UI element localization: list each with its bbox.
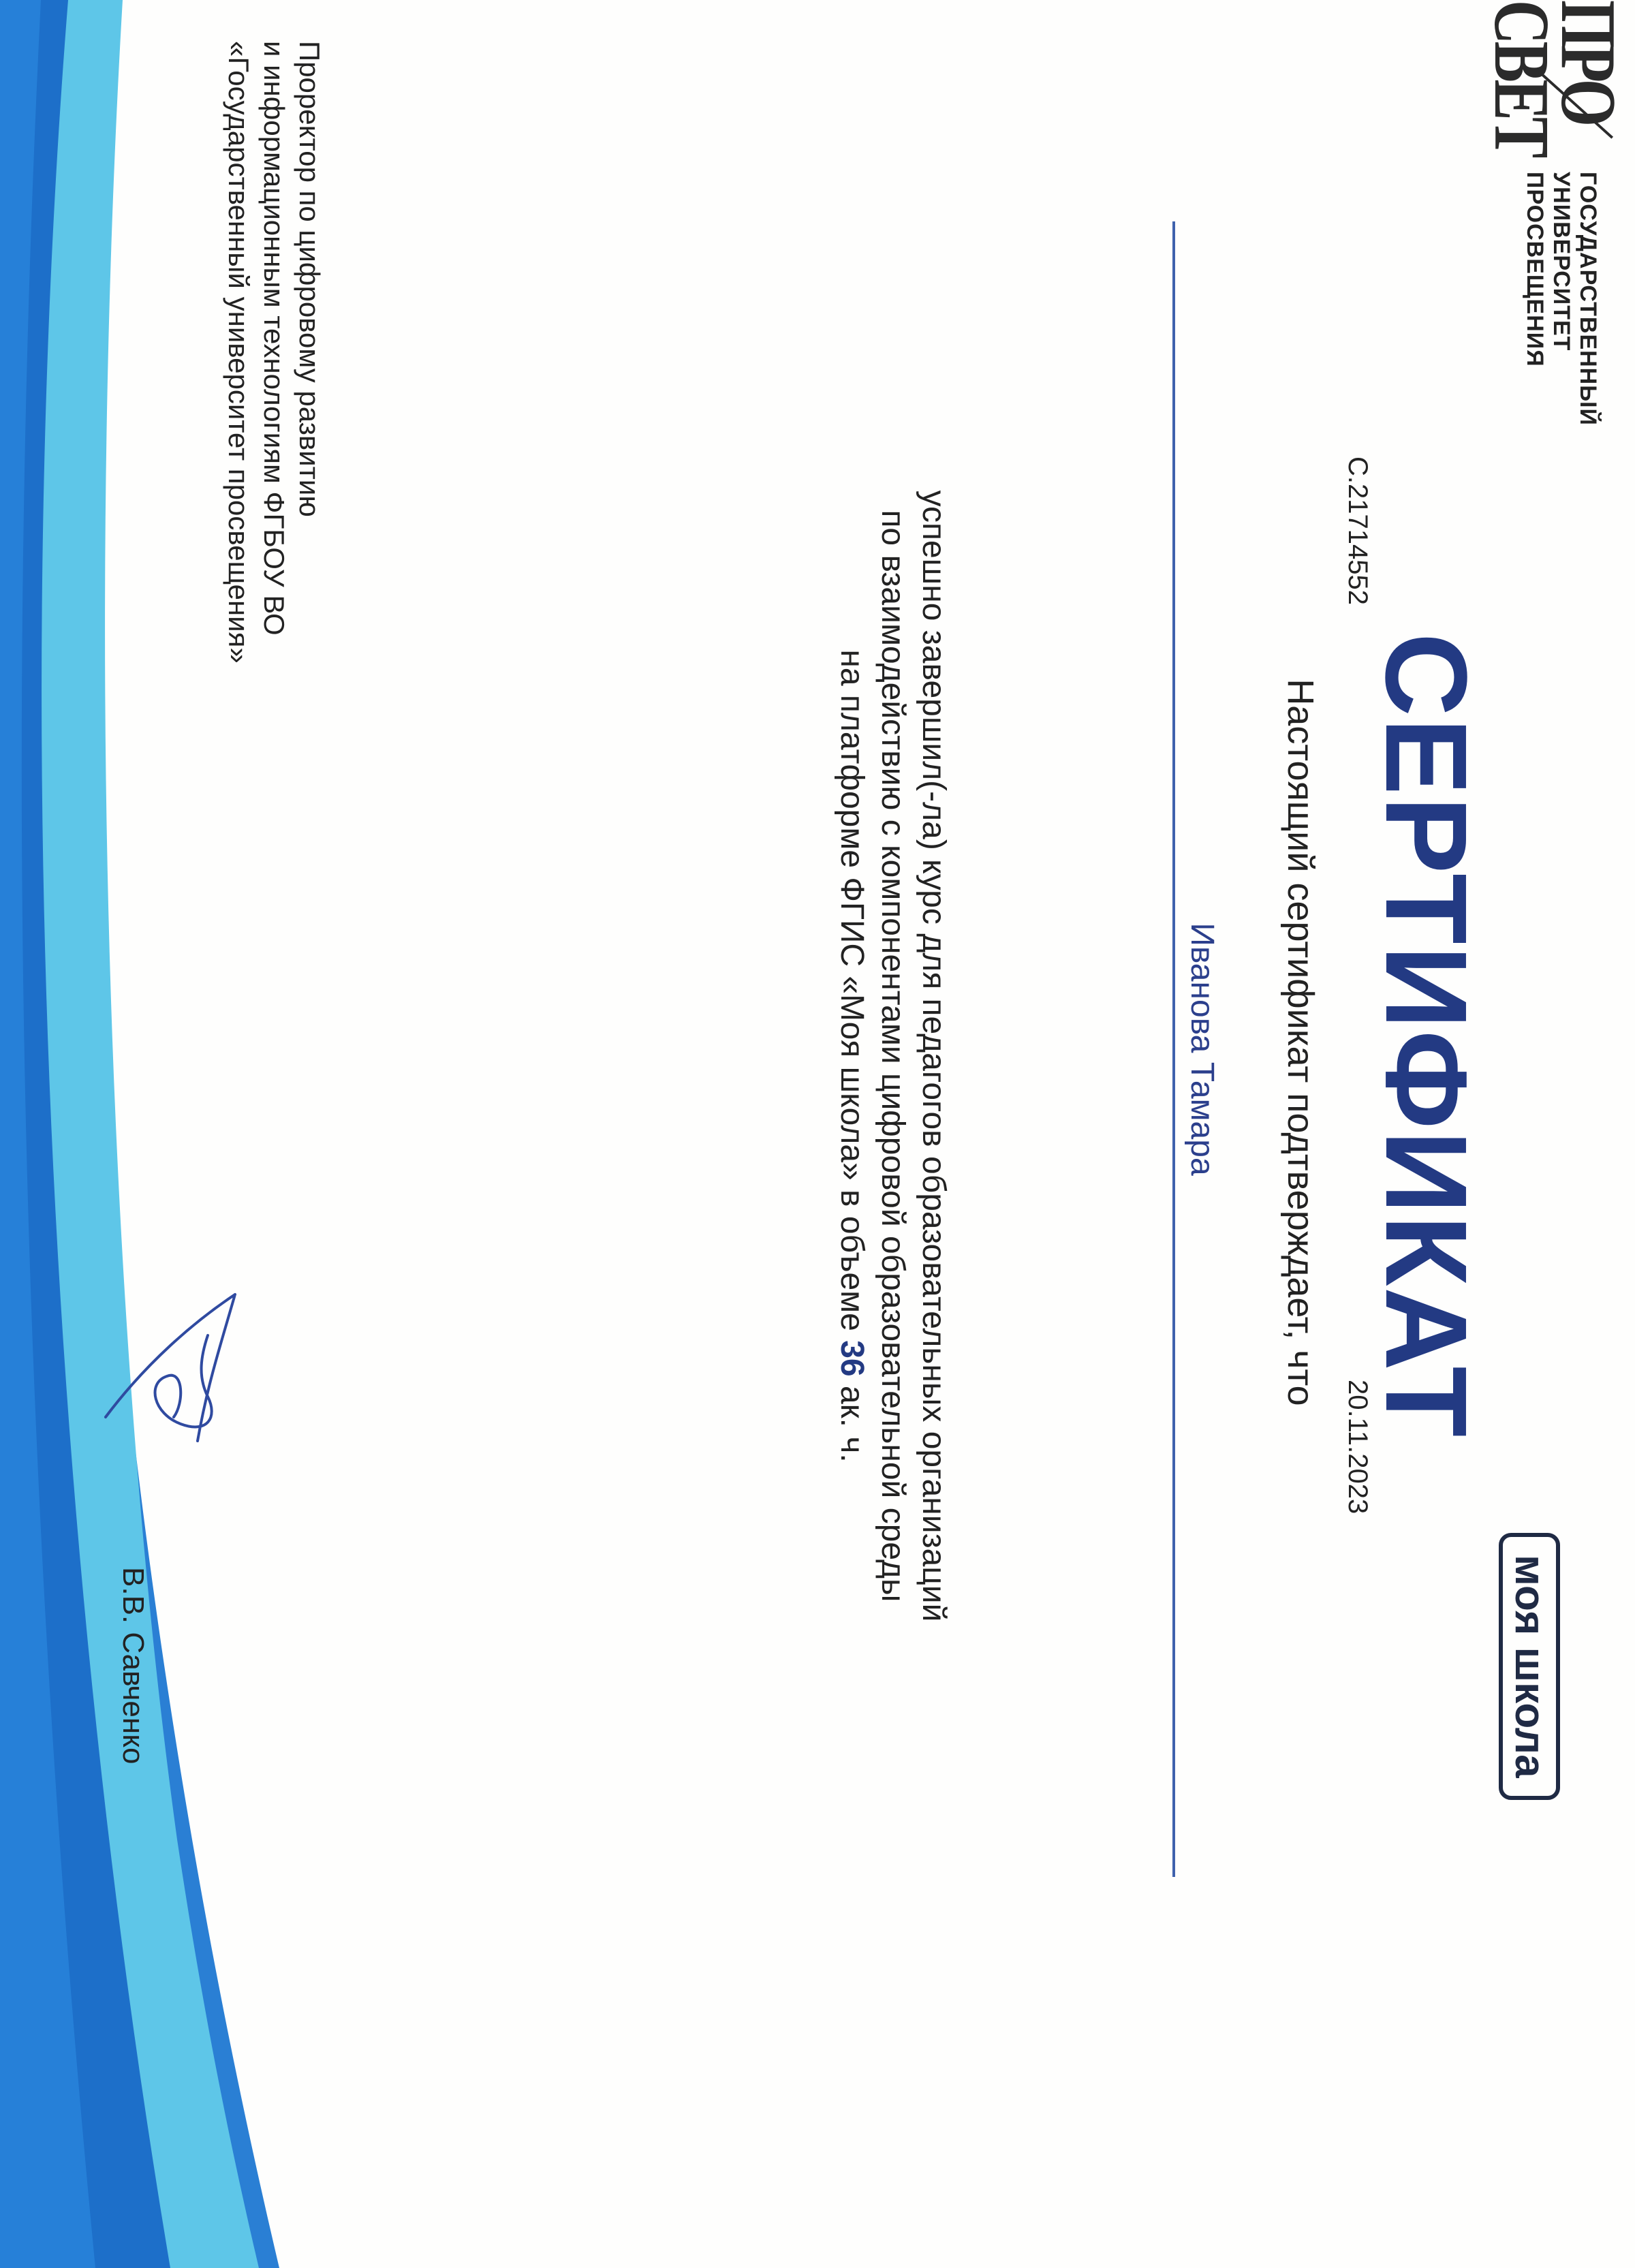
certificate-title: СЕРТИФИКАТ [1361, 632, 1491, 1439]
description-line-last [831, 170, 872, 1942]
university-name [1521, 172, 1601, 458]
certificate-number: С.21714552 [1343, 456, 1373, 605]
myschool-logo: моя школа [1499, 1533, 1560, 1800]
course-description [831, 170, 954, 1942]
course-hours: 36 [834, 1340, 870, 1377]
description-prefix: на платформе ФГИС «Моя школа» в объеме [834, 649, 870, 1331]
prosvet-logo [1472, 0, 1632, 164]
signatory-name: В.В. Савченко [116, 1567, 150, 1765]
description-line: по взаимодействию с компонентами цифровой образовательной среды [875, 510, 911, 1602]
certificate-date: 20.11.2023 [1343, 1380, 1373, 1514]
recipient-name: Иванова Тамара [1184, 922, 1220, 1176]
handwritten-signature [92, 1281, 249, 1458]
university-name-line: УНИВЕРСИТЕТ [1548, 172, 1574, 352]
signatory-title-line: и информационным технологиям ФГБОУ ВО [258, 41, 290, 636]
signatory-title-line: Проректор по цифровому развитию [294, 41, 326, 517]
description-line: успешно завершил(-ла) курс для педагогов образовательных организаций [916, 490, 952, 1622]
hours-unit: ак. ч. [834, 1385, 870, 1463]
signatory-title-line: «Государственный университет просвещения» [223, 41, 255, 664]
logo-text-line1: ПРО [1544, 0, 1632, 124]
university-name-line: ПРОСВЕЩЕНИЯ [1522, 172, 1548, 367]
recipient-underline [1172, 221, 1175, 1877]
logo-text-line2: СВЕТ [1478, 0, 1565, 155]
university-name-line: ГОСУДАРСТВЕННЫЙ [1575, 172, 1601, 426]
signatory-title [221, 41, 327, 1063]
intro-text: Настоящий сертификат подтверждает, что [1280, 679, 1321, 1406]
